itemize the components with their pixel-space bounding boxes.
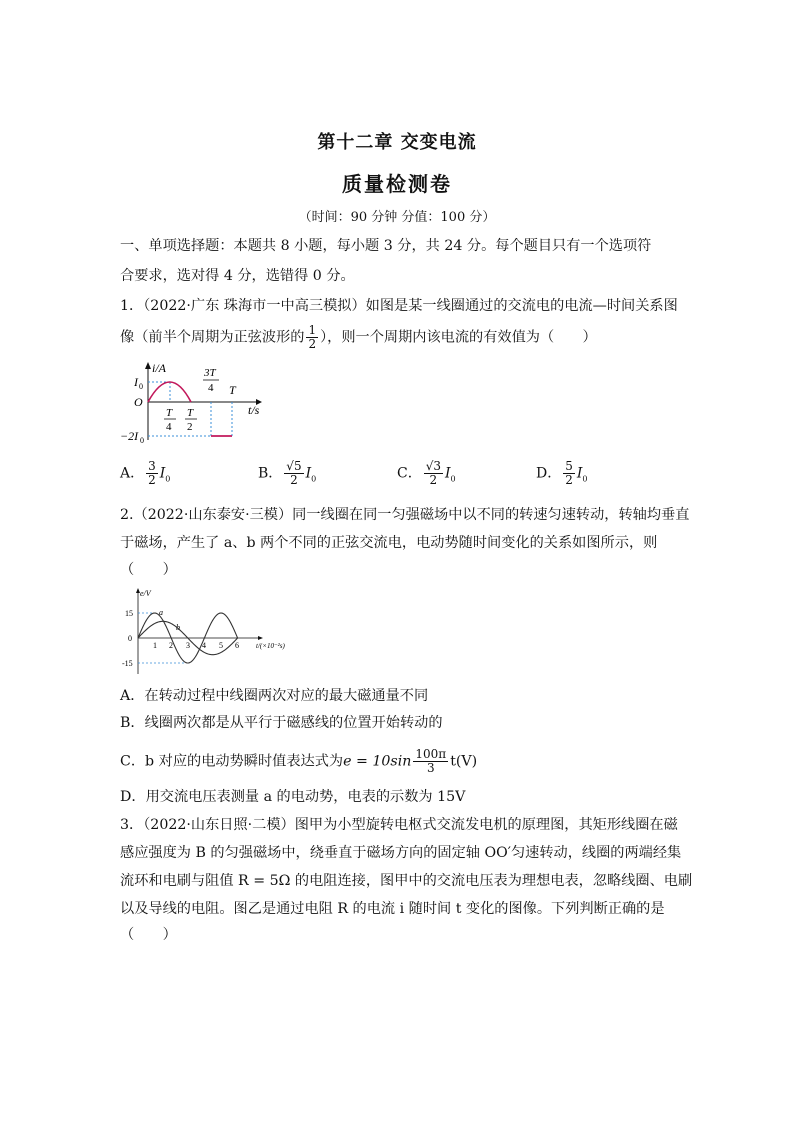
- q1-tick-T2-den: 2: [187, 421, 193, 433]
- q1-option-c-sub: 0: [450, 474, 456, 484]
- q2-option-c-expr-tail: t(V): [450, 753, 478, 770]
- q2-option-c-den: 3: [426, 761, 435, 775]
- q2-xtick-3: 3: [186, 641, 190, 650]
- q2-x-arrow: [258, 636, 263, 640]
- q1-option-d-den: 2: [565, 473, 573, 487]
- q1-tick-T4-den: 4: [166, 421, 172, 433]
- q1-stem-line2-pre: 像（前半个周期为正弦波形的: [120, 329, 305, 346]
- q1-x-label: t/s: [248, 403, 260, 417]
- q2-ytick-0: 0: [128, 634, 132, 643]
- section-heading-line1: 一、单项选择题：本题共 8 小题，每小题 3 分，共 24 分。每个题目只有一个选项符: [120, 238, 652, 254]
- q2-xtick-5: 5: [219, 641, 223, 650]
- q1-option-a-sub: 0: [165, 474, 171, 484]
- q1-fraction-den: 2: [308, 337, 317, 351]
- q1-option-d[interactable]: [536, 460, 588, 487]
- q1-option-d-sub: 0: [582, 474, 588, 484]
- q1-option-a-I: I: [159, 465, 166, 482]
- q1-y-arrow: [145, 362, 151, 369]
- q1-fraction-half: [306, 324, 318, 351]
- q1-option-a-label: A．: [120, 465, 145, 482]
- q2-ytick-15: 15: [125, 609, 133, 618]
- q2-option-a[interactable]: A．在转动过程中线圈两次对应的最大磁通量不同: [120, 688, 429, 704]
- q3-stem-line1: 3．（2022·山东日照·二模）图甲为小型旋转电枢式交流发电机的原理图，其矩形线圈在磁: [120, 817, 678, 833]
- q1-tick-T2-num: T: [187, 407, 194, 419]
- q1-stem-line1: 1．（2022·广东 珠海市一中高三模拟）如图是某一线圈通过的交流电的电流—时间关系图: [120, 298, 678, 314]
- q1-I0-sub: 0: [139, 382, 143, 391]
- q1-option-b-den: 2: [290, 473, 298, 487]
- q1-origin: O: [134, 395, 143, 409]
- q1-stem-line2: [120, 324, 597, 351]
- q3-stem-line2: 感应强度为 B 的匀强磁场中，绕垂直于磁场方向的固定轴 OO′匀速转动，线圈的两端经集: [120, 845, 682, 861]
- q1-option-b-label: B．: [258, 465, 283, 482]
- q1-I0-label: I: [134, 375, 138, 389]
- q1-option-c-den: 2: [429, 473, 438, 487]
- q3-stem-line4: 以及导线的电阻。图乙是通过电阻 R 的电流 i 随时间 t 变化的图像。下列判断正确的是: [120, 901, 665, 917]
- q2-x-label: t/(×10⁻²s): [256, 642, 285, 650]
- q1-option-d-label: D．: [536, 465, 562, 482]
- q1-fraction-num: 1: [308, 323, 317, 337]
- q1-option-a[interactable]: [120, 460, 170, 487]
- q2-option-b[interactable]: B．线圈两次都是从平行于磁感线的位置开始转动的: [120, 715, 443, 731]
- q1-option-c-I: I: [445, 465, 451, 482]
- q2-option-c-fraction: [413, 748, 448, 775]
- q1-tick-3T4-num: 3T: [204, 367, 216, 379]
- q1-tick-3T4-den: 4: [208, 382, 214, 394]
- q1-y-label: i/A: [152, 361, 166, 375]
- q2-option-c-num: 100π: [415, 747, 447, 761]
- exam-meta: （时间：90 分钟 分值：100 分）: [298, 210, 496, 225]
- q2-xtick-1: 1: [153, 641, 157, 650]
- section-heading-line2: 合要求，选对得 4 分，选错得 0 分。: [120, 268, 355, 284]
- q2-emf-chart: [118, 586, 293, 676]
- q1-option-d-I: I: [576, 465, 583, 482]
- q2-xtick-2: 2: [169, 641, 173, 650]
- q1-option-b-I: I: [305, 465, 312, 482]
- q1-option-a-den: 2: [148, 473, 156, 487]
- q1-neg-sub: 0: [140, 436, 144, 445]
- q2-option-c[interactable]: [120, 748, 477, 775]
- q1-option-c-label: C．: [397, 465, 422, 482]
- q2-y-label: e/V: [140, 589, 151, 598]
- q2-option-c-expr: e = 10sin: [343, 753, 412, 770]
- q2-series-b-label: b: [176, 623, 180, 632]
- q2-series-a-label: a: [159, 608, 163, 617]
- q1-option-a-num: 3: [148, 459, 156, 473]
- q1-option-d-num: 5: [565, 459, 573, 473]
- q2-stem-line3: （ ）: [120, 562, 177, 578]
- q2-xtick-4: 4: [202, 641, 206, 650]
- q2-xtick-6: 6: [235, 641, 239, 650]
- q1-neg-label: −2I: [120, 429, 139, 443]
- q2-option-c-text: C．b 对应的电动势瞬时值表达式为: [120, 753, 344, 770]
- q1-option-b[interactable]: [258, 460, 316, 487]
- q1-option-b-num: √5: [286, 459, 302, 473]
- q1-current-graph: [120, 360, 278, 450]
- q1-stem-line2-post: ），则一个周期内该电流的有效值为（ ）: [320, 329, 597, 346]
- q1-option-c-num: √3: [425, 459, 441, 473]
- q3-stem-line5: （ ）: [120, 927, 177, 943]
- paper-title: 质量检测卷: [342, 172, 452, 196]
- q1-tick-T: T: [229, 383, 236, 397]
- q1-option-b-sub: 0: [311, 474, 317, 484]
- q2-stem-line2: 于磁场，产生了 a、b 两个不同的正弦交流电，电动势随时间变化的关系如图所示，则: [120, 535, 658, 551]
- q1-option-c[interactable]: [397, 460, 456, 487]
- q1-tick-T4-num: T: [166, 407, 173, 419]
- q2-ytick-neg15: -15: [122, 659, 133, 668]
- q2-stem-line1: 2.（2022·山东泰安·三模）同一线圈在同一匀强磁场中以不同的转速匀速转动，转轴均垂直: [120, 507, 690, 523]
- chapter-title: 第十二章 交变电流: [317, 132, 477, 153]
- q2-option-d[interactable]: D．用交流电压表测量 a 的电动势，电表的示数为 15V: [120, 789, 466, 805]
- q3-stem-line3: 流环和电刷与阻值 R = 5Ω 的电阻连接，图甲中的交流电压表为理想电表，忽略线圈、电刷: [120, 873, 693, 889]
